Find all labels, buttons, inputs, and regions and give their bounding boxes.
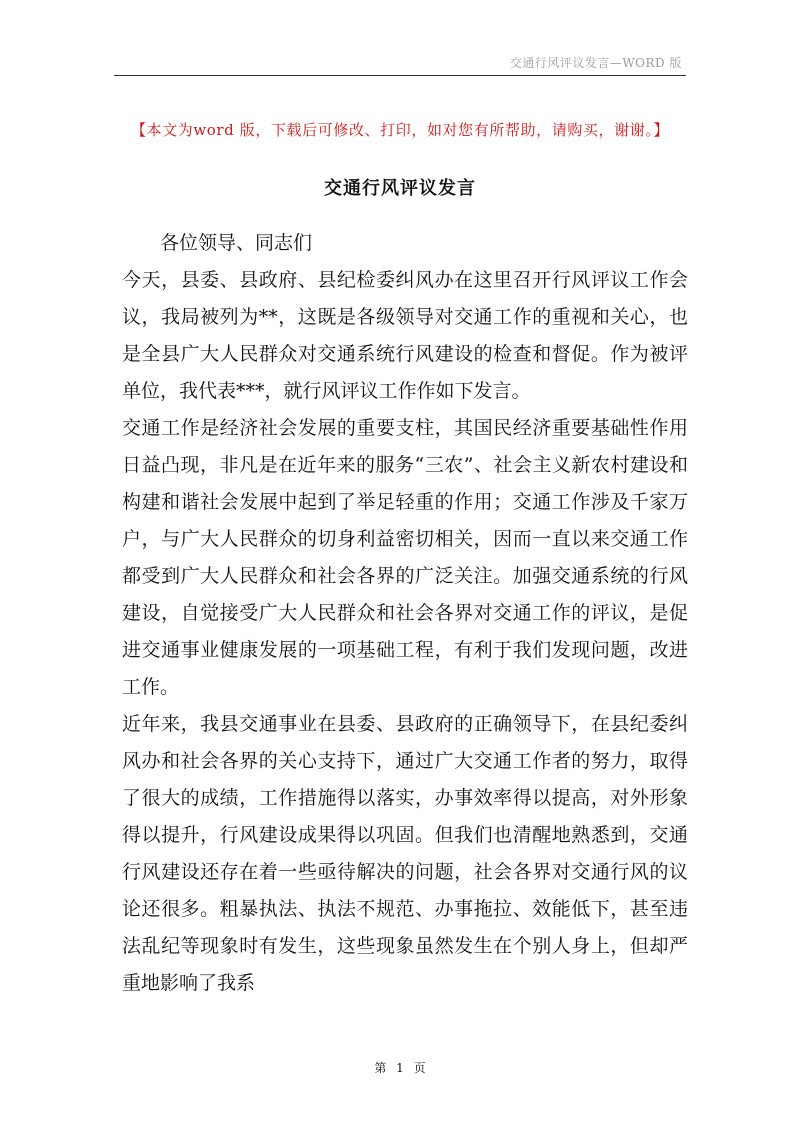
purchase-notice: 【本文为word 版，下载后可修改、打印，如对您有所帮助，请购买，谢谢。】 [130,121,670,139]
page-number-prefix: 第 [374,1061,387,1075]
paragraph-1: 今天，县委、县政府、县纪检委纠风办在这里召开行风评议工作会议，我局被列为**，这既是各级领导对交通工作的重视和关心，也是全县广大人民群众对交通系统行风建设的检查和督促。作为被评单位，我代表***，就行风评议工作作如下发言。 [122,269,688,402]
page-number-suffix: 页 [413,1061,426,1075]
paragraph-3: 近年来，我县交通事业在县委、县政府的正确领导下，在县纪委纠风办和社会各界的关心支持下，通过广大交通工作者的努力，取得了很大的成绩，工作措施得以落实，办事效率得以提高，对外形象得以提升，行风建设成果得以巩固。但我们也清醒地熟悉到，交通行风建设还存在着一些亟待解决的问题，社会各界对交通行风的议论还很多。粗暴执法、执法不规范、办事拖拉、效能低下，甚至违法乱纪等现象时有发生，这些现象虽然发生在个别人身上，但却严重地影响了我系 [122,713,688,994]
page-number: 1 [396,1061,404,1075]
running-header: 交通行风评议发言—WORD 版 [509,56,682,70]
document-body [122,225,688,1002]
page-footer [0,1059,800,1076]
header-divider [114,75,686,76]
salutation: 各位领导、同志们 [160,232,313,254]
paragraph-2: 交通工作是经济社会发展的重要支柱，其国民经济重要基础性作用日益凸现，非凡是在近年来的服务“三农”、社会主义新农村建设和构建和谐社会发展中起到了举足轻重的作用；交通工作涉及千家万户，与广大人民群众的切身利益密切相关，因而一直以来交通工作都受到广大人民群众和社会各界的广泛关注。加强交通系统的行风建设，自觉接受广大人民群众和社会各界对交通工作的评议，是促进交通事业健康发展的一项基础工程，有利于我们发现问题，改进工作。 [122,417,688,698]
document-title: 交通行风评议发言 [324,178,476,199]
